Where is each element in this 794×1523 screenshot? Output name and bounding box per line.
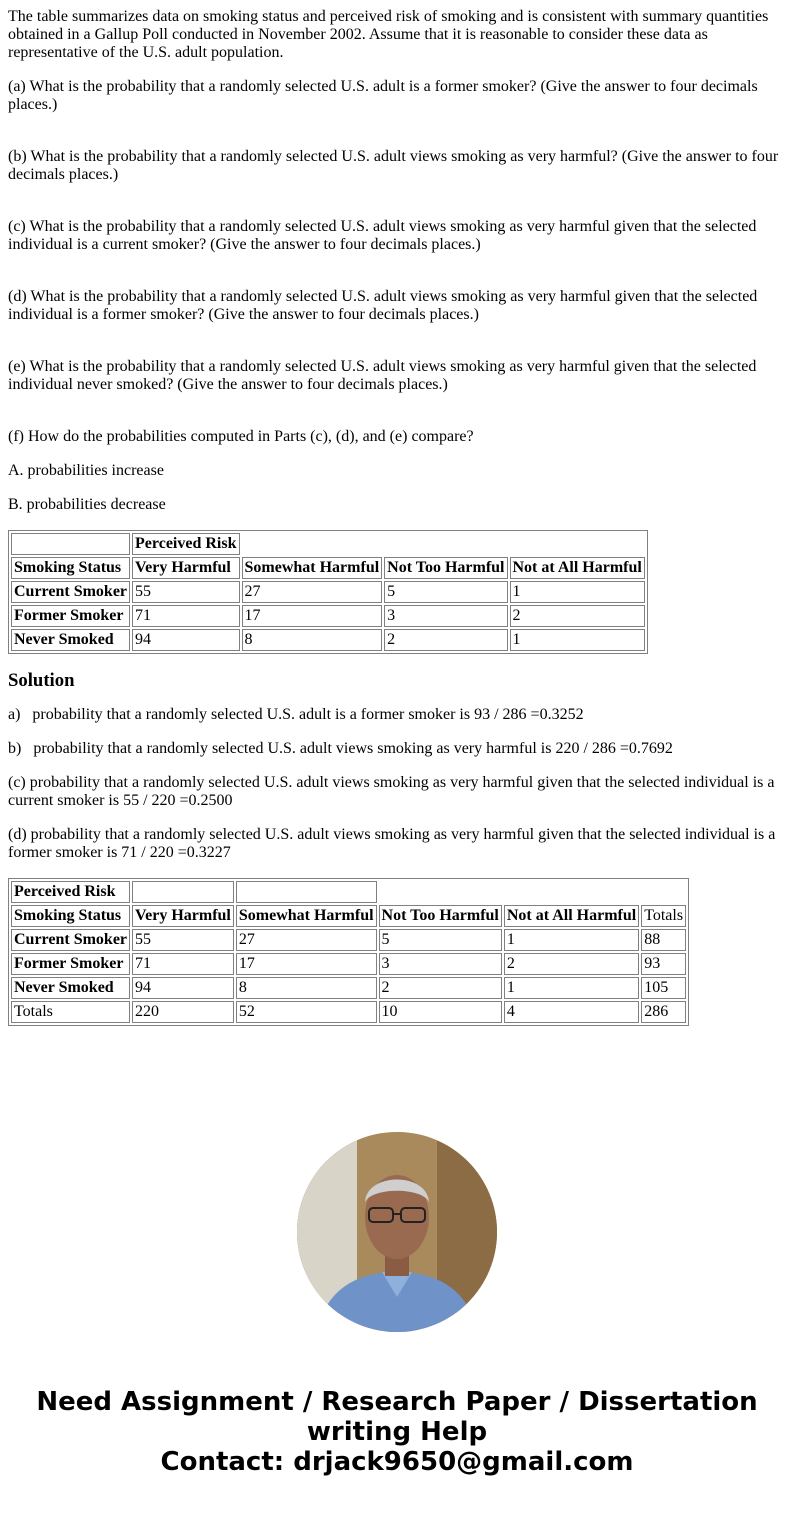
table-row — [11, 929, 686, 951]
table-cell: 94 — [132, 977, 234, 999]
question-f: (f) How do the probabilities computed in Parts (c), (d), and (e) compare? — [8, 428, 474, 445]
table-cell: 2 — [384, 629, 507, 651]
column-header: Totals — [641, 905, 686, 927]
table-row — [11, 629, 645, 651]
table-cell — [236, 881, 377, 903]
table-cell: 3 — [379, 953, 502, 975]
table-cell: 1 — [510, 581, 645, 603]
table-cell: 3 — [384, 605, 507, 627]
table-cell: 27 — [236, 929, 377, 951]
question-d: (d) What is the probability that a randomly selected U.S. adult views smoking as very harmful given that the selected individual is a former smoker? (Give the answer to four decimals places.) — [8, 288, 758, 323]
column-header: Somewhat Harmful — [242, 557, 383, 579]
table-cell: 93 — [641, 953, 686, 975]
column-header: Not Too Harmful — [379, 905, 502, 927]
table-cell: Former Smoker — [11, 605, 130, 627]
table-cell: 10 — [379, 1001, 502, 1023]
table-cell: 71 — [132, 953, 234, 975]
intro-text: The table summarizes data on smoking status and perceived risk of smoking and is consistent with summary quantities obtained in a Gallup Poll conducted in November 2002. Assume that it is reasonable to consider these data as representative of the U.S. adult population. — [8, 8, 769, 61]
table-row — [11, 605, 645, 627]
column-header: Very Harmful — [132, 905, 234, 927]
table-cell: 286 — [641, 1001, 686, 1023]
table-header-row — [11, 881, 686, 903]
answer-a: a) probability that a randomly selected U.S. adult is a former smoker is 93 / 286 =0.3252 — [8, 706, 584, 723]
table-row — [11, 1001, 686, 1023]
table-cell: 5 — [384, 581, 507, 603]
table-cell — [132, 881, 234, 903]
totals-table — [8, 878, 689, 1026]
table-cell: Perceived Risk — [11, 881, 130, 903]
footer-help-text: Need Assignment / Research Paper / Dissertation writing Help — [36, 1387, 758, 1447]
table-cell: 1 — [510, 629, 645, 651]
avatar — [297, 1132, 497, 1332]
table-row — [11, 581, 645, 603]
table-cell: 71 — [132, 605, 239, 627]
table-cell: 1 — [504, 929, 639, 951]
table-cell: 105 — [641, 977, 686, 999]
table-cell: Perceived Risk — [132, 533, 239, 555]
footer-contact-text: Contact: drjack9650@gmail.com — [160, 1447, 634, 1477]
table-header-row — [11, 533, 645, 555]
table-cell: Never Smoked — [11, 977, 130, 999]
table-cell: 2 — [379, 977, 502, 999]
question-a: (a) What is the probability that a randomly selected U.S. adult is a former smoker? (Give the answer to four decimals places.) — [8, 78, 758, 113]
column-header: Not at All Harmful — [510, 557, 645, 579]
column-header: Somewhat Harmful — [236, 905, 377, 927]
table-cell: 94 — [132, 629, 239, 651]
table-cell: Never Smoked — [11, 629, 130, 651]
column-header: Smoking Status — [11, 905, 130, 927]
avatar-container — [8, 1132, 786, 1337]
table-cell: 1 — [504, 977, 639, 999]
column-header: Not at All Harmful — [504, 905, 639, 927]
option-b: B. probabilities decrease — [8, 496, 166, 513]
option-a: A. probabilities increase — [8, 462, 164, 479]
column-header: Smoking Status — [11, 557, 130, 579]
table-cell: 8 — [242, 629, 383, 651]
table-row — [11, 977, 686, 999]
question-e: (e) What is the probability that a randomly selected U.S. adult views smoking as very harmful given that the selected individual never smoked? (Give the answer to four decimals places.) — [8, 358, 757, 393]
table-cell: 88 — [641, 929, 686, 951]
answer-b: b) probability that a randomly selected U.S. adult views smoking as very harmful is 220 / 286 =0.7692 — [8, 740, 673, 757]
table-cell: Former Smoker — [11, 953, 130, 975]
footer-banner — [8, 1387, 786, 1477]
table-cell: 55 — [132, 929, 234, 951]
table-cell: Current Smoker — [11, 581, 130, 603]
table-cell: 55 — [132, 581, 239, 603]
question-c: (c) What is the probability that a randomly selected U.S. adult views smoking as very harmful given that the selected individual is a current smoker? (Give the answer to four decimals places.) — [8, 218, 757, 253]
column-header: Very Harmful — [132, 557, 239, 579]
person-photo-icon — [297, 1132, 497, 1332]
table-cell: 220 — [132, 1001, 234, 1023]
table-cell: 52 — [236, 1001, 377, 1023]
question-b: (b) What is the probability that a randomly selected U.S. adult views smoking as very harmful? (Give the answer to four decimals places.) — [8, 148, 779, 183]
table-cell: 4 — [504, 1001, 639, 1023]
table-cell: 17 — [242, 605, 383, 627]
table-row — [11, 953, 686, 975]
table-cell: Current Smoker — [11, 929, 130, 951]
answer-d: (d) probability that a randomly selected U.S. adult views smoking as very harmful given that the selected individual is a former smoker is 71 / 220 =0.3227 — [8, 826, 776, 861]
table-cell: Totals — [11, 1001, 130, 1023]
data-table — [8, 530, 648, 654]
table-cell: 8 — [236, 977, 377, 999]
table-cell — [11, 533, 130, 555]
table-cell: 2 — [510, 605, 645, 627]
answer-c: (c) probability that a randomly selected U.S. adult views smoking as very harmful given that the selected individual is a current smoker is 55 / 220 =0.2500 — [8, 774, 775, 809]
column-header: Not Too Harmful — [384, 557, 507, 579]
solution-section — [8, 672, 786, 862]
table-cell: 2 — [504, 953, 639, 975]
table-cell: 5 — [379, 929, 502, 951]
table-cell: 17 — [236, 953, 377, 975]
table-columns-row — [11, 557, 645, 579]
solution-title: Solution — [8, 670, 75, 691]
table-cell: 27 — [242, 581, 383, 603]
table-columns-row — [11, 905, 686, 927]
